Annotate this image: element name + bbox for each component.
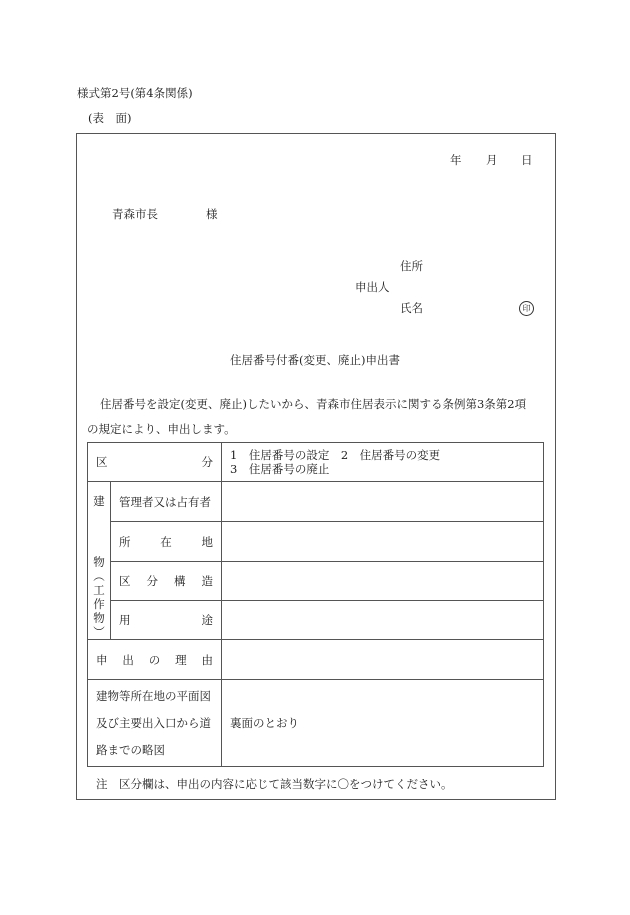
label-char: 在 (160, 534, 172, 549)
map-label-line: 建物等所在地の平面図 (96, 688, 211, 703)
row-location (88, 522, 544, 562)
structure-label (111, 562, 222, 601)
reason-value[interactable] (222, 640, 544, 680)
label-char: 理 (175, 652, 187, 667)
category-option-line: 1 住居番号の設定 2 住居番号の変更 (230, 448, 441, 462)
usage-label (111, 601, 222, 640)
applicant-role-label: 申出人 (355, 280, 390, 294)
addressee-honorific: 様 (206, 207, 218, 221)
date-day: 日 (521, 153, 533, 167)
vertical-char: ︵ (93, 569, 105, 583)
location-label (111, 522, 222, 562)
vertical-char: 作 (93, 597, 105, 611)
category-label (88, 443, 222, 482)
vertical-char: 物 (93, 555, 105, 569)
addressee-name: 青森市長 (112, 207, 158, 221)
row-reason (88, 640, 544, 680)
map-value: 裏面のとおり (222, 680, 544, 767)
row-usage (88, 601, 544, 640)
label-char: 造 (201, 574, 213, 588)
building-group-label (88, 482, 111, 640)
label-char: 分 (146, 574, 158, 588)
form-number: 様式第2号(第4条関係) (77, 86, 193, 100)
seal-icon: 印 (519, 301, 534, 316)
vertical-char: ︶ (93, 625, 105, 639)
reason-label (88, 640, 222, 680)
body-line-1: 住居番号を設定(変更、廃止)したいから、青森市住居表示に関する条例第3条第2項 (100, 397, 527, 411)
applicant-address-label: 住所 (400, 259, 423, 273)
seal-mark (519, 300, 534, 316)
vertical-char: 建 (93, 494, 105, 508)
category-label-char: 区 (96, 455, 108, 469)
date-year: 年 (450, 153, 462, 167)
map-label (88, 680, 222, 767)
label-char: 地 (201, 534, 213, 549)
application-table (87, 442, 544, 767)
manager-value[interactable] (222, 482, 544, 522)
row-structure (88, 562, 544, 601)
map-label-line: 及び主要出入口から道 (96, 715, 211, 730)
row-map (88, 680, 544, 767)
document-title: 住居番号付番(変更、廃止)申出書 (230, 353, 400, 367)
note: 注 区分欄は、申出の内容に応じて該当数字に〇をつけてください。 (96, 777, 453, 791)
side-label: (表 面) (88, 111, 132, 125)
applicant-name-label: 氏名 (400, 301, 423, 315)
label-char: の (148, 652, 161, 667)
label-char: 由 (201, 652, 213, 667)
body-line-2: の規定により、申出します。 (87, 422, 236, 436)
row-category (88, 443, 544, 482)
category-option-line: 3 住居番号の廃止 (230, 462, 330, 476)
label-char: 申 (96, 652, 108, 667)
label-char: 用 (119, 613, 131, 627)
location-value[interactable] (222, 522, 544, 562)
manager-label: 管理者又は占有者 (111, 482, 222, 522)
label-char: 構 (174, 574, 186, 588)
date-month: 月 (486, 153, 498, 167)
structure-value[interactable] (222, 562, 544, 601)
vertical-char: 工 (93, 583, 105, 597)
label-char: 区 (119, 574, 131, 588)
category-label-char: 分 (201, 455, 213, 469)
label-char: 所 (119, 534, 131, 549)
label-char: 出 (122, 652, 134, 667)
row-manager (88, 482, 544, 522)
map-label-line: 路までの略図 (96, 742, 165, 757)
category-options (222, 443, 544, 482)
usage-value[interactable] (222, 601, 544, 640)
label-char: 途 (201, 613, 213, 627)
vertical-char: 物 (93, 611, 105, 625)
